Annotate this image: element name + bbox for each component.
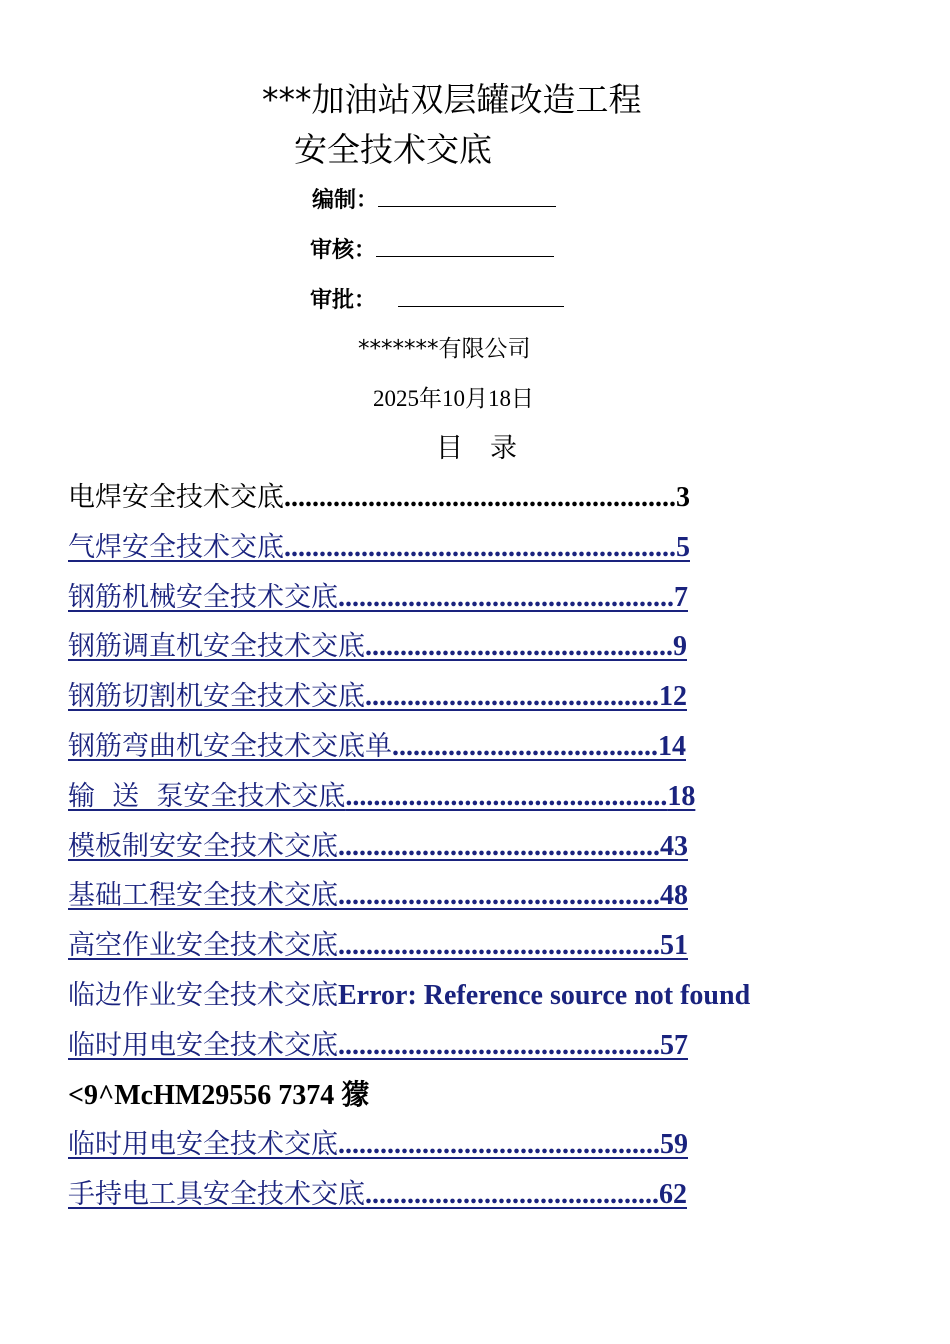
signature-line (376, 234, 554, 257)
signature-label: 审批： (310, 288, 377, 313)
signature-line (378, 184, 556, 207)
signature-compiled (312, 184, 556, 216)
document-subtitle: 安全技术交底 (294, 130, 492, 169)
toc-item[interactable]: 临时用电安全技术交底..............................................57 (68, 1029, 688, 1061)
toc-item[interactable]: 气焊安全技术交底........................................................5 (68, 531, 690, 563)
signature-line (398, 284, 564, 307)
toc-item[interactable]: 模板制安安全技术交底..............................................43 (68, 830, 688, 862)
signature-label: 编制： (312, 188, 379, 213)
document-date: 2025年10月18日 (373, 386, 534, 411)
toc-item[interactable]: 高空作业安全技术交底..............................................51 (68, 930, 688, 962)
toc-item[interactable]: 临时用电安全技术交底..............................................59 (68, 1129, 688, 1161)
toc-item[interactable]: 基础工程安全技术交底..............................................48 (68, 880, 688, 912)
toc-item[interactable]: 钢筋切割机安全技术交底..........................................12 (68, 681, 687, 713)
toc-item[interactable]: 手持电工具安全技术交底..........................................62 (68, 1179, 687, 1211)
toc-heading: 目 录 (436, 433, 517, 464)
toc-item[interactable]: 钢筋弯曲机安全技术交底单......................................14 (68, 730, 686, 762)
toc-garbled-line: <9^McHM29556 7374 獴 (68, 1079, 370, 1111)
company-name: *******有限公司 (358, 336, 531, 362)
toc-item[interactable]: 输 送 泵安全技术交底..............................................18 (68, 780, 696, 812)
signature-label: 审核： (310, 238, 377, 263)
document-title: ***加油站双层罐改造工程 (262, 80, 642, 119)
signature-approved (310, 284, 564, 316)
toc-item[interactable]: 电焊安全技术交底........................................................3 (68, 482, 690, 513)
toc-item[interactable]: 临边作业安全技术交底Error: Reference source not found (68, 979, 751, 1011)
toc-item[interactable]: 钢筋调直机安全技术交底............................................9 (68, 631, 687, 663)
toc-item[interactable]: 钢筋机械安全技术交底................................................7 (68, 581, 688, 613)
table-of-contents (68, 478, 928, 1225)
signature-reviewed (310, 234, 554, 266)
